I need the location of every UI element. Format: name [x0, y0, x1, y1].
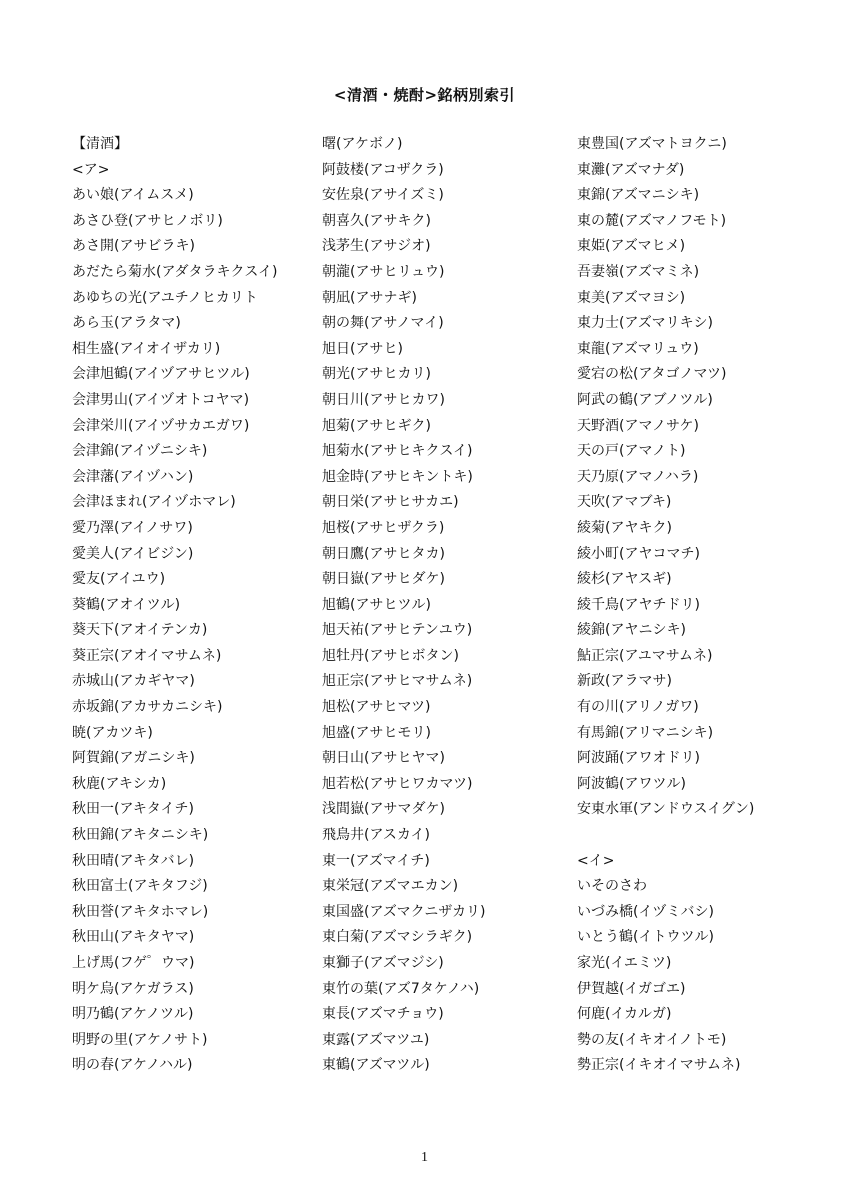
index-entry: 東豊国(アズマトヨクニ) [577, 136, 727, 152]
index-entry: 東力士(アズマリキシ) [577, 315, 713, 332]
index-entry: あさ開(アサビラキ) [72, 238, 195, 255]
index-entry: 会津旭鶴(アイヅアサヒツル) [72, 366, 250, 383]
index-entry: あだたら菊水(アダタラキクスイ) [72, 263, 278, 280]
index-entry: 有馬錦(アリマニシキ) [577, 724, 714, 741]
index-entry: 綾千鳥(アヤチドリ) [577, 596, 700, 613]
index-entry: 朝日栄(アサヒサカエ) [322, 494, 459, 511]
index-entry: 安東水軍(アンドウスイグン) [577, 801, 755, 818]
index-entry: あら玉(アラタマ) [72, 315, 181, 332]
index-entry: 秋鹿(アキシカ) [72, 775, 167, 792]
index-entry: 東美(アズマヨシ) [577, 289, 686, 306]
index-entry: 明野の里(アケノサト) [72, 1031, 208, 1048]
index-entry: 旭天祐(アサヒテンユウ) [322, 622, 473, 639]
index-entry: 朝喜久(アサキク) [322, 212, 431, 229]
index-entry: 愛美人(アイビジン) [72, 545, 194, 562]
index-entry: 旭正宗(アサヒマサムネ) [322, 673, 473, 690]
index-entry: いづみ橋(イヅミバシ) [577, 903, 714, 920]
index-entry: 旭菊水(アサヒキクスイ) [322, 443, 473, 460]
index-entry: 赤城山(アカギヤマ) [72, 673, 195, 690]
index-entry: 秋田晴(アキタバレ) [72, 852, 195, 869]
page-number: 1 [421, 1150, 428, 1165]
index-entry: 会津錦(アイヅニシキ) [72, 443, 208, 460]
index-entry: 綾菊(アヤキク) [577, 519, 672, 536]
index-entry: 愛友(アイユウ) [72, 571, 166, 588]
index-entry: 秋田誉(アキタホマレ) [72, 903, 209, 920]
index-entry: 朝の舞(アサノマイ) [322, 315, 444, 332]
index-entry: あさひ登(アサヒノボリ) [72, 212, 223, 229]
index-entry: 浅茅生(アサジオ) [322, 238, 431, 255]
index-entry: 明乃鶴(アケノツル) [72, 1006, 194, 1023]
index-entry: 赤坂錦(アカサカニシキ) [72, 699, 223, 716]
index-entry: 天野酒(アマノサケ) [577, 417, 699, 434]
index-entry: 阿武の鶴(アブノツル) [577, 391, 713, 408]
blank-line [577, 823, 754, 849]
index-entry: 東の麓(アズマノフモト) [577, 212, 727, 229]
index-entry: 綾小町(アヤコマチ) [577, 545, 700, 562]
index-entry: 暁(アカツキ) [72, 724, 153, 741]
section-heading: <ア> [72, 161, 110, 178]
index-entry: 阿賀錦(アガニシキ) [72, 750, 195, 767]
index-entry: 旭牡丹(アサヒボタン) [322, 647, 459, 664]
index-entry: 東一(アズマイチ) [322, 852, 430, 869]
index-entry: 安佐泉(アサイズミ) [322, 187, 444, 204]
index-entry: 旭金時(アサヒキントキ) [322, 468, 473, 485]
index-entry: いとう鶴(イトウツル) [577, 929, 714, 946]
index-entry: 飛鳥井(アスカイ) [322, 827, 430, 844]
index-entry: 会津栄川(アイヅサカエガワ) [72, 417, 250, 434]
index-entry: 勢の友(イキオイノトモ) [577, 1031, 727, 1048]
index-entry: 東白菊(アズマシラギク) [322, 929, 473, 946]
index-entry: 旭鶴(アサヒツル) [322, 596, 431, 613]
index-entry: あい娘(アイムスメ) [72, 187, 194, 204]
index-entry: 鮎正宗(アユマサムネ) [577, 647, 713, 664]
index-entry: 朝日嶽(アサヒダケ) [322, 571, 445, 588]
index-entry: 秋田錦(アキタニシキ) [72, 827, 209, 844]
index-entry: 秋田一(アキタイチ) [72, 801, 194, 818]
index-entry: 東灘(アズマナダ) [577, 161, 685, 178]
index-entry: 秋田富士(アキタフジ) [72, 878, 208, 895]
index-entry: 旭若松(アサヒワカマツ) [322, 775, 473, 792]
section-heading: <イ> [577, 852, 615, 869]
index-entry: 朝日川(アサヒカワ) [322, 391, 445, 408]
page-title: <清酒・焼酎>銘柄別索引 [333, 86, 516, 104]
index-column-1 [72, 132, 278, 1079]
index-entry: 新政(アラマサ) [577, 673, 672, 690]
index-entry: あゆちの光(アユチノヒカリト [72, 289, 258, 306]
index-entry: 葵正宗(アオイマサムネ) [72, 647, 222, 664]
index-entry: 東長(アズマチョウ) [322, 1006, 444, 1023]
index-entry: 旭桜(アサヒザクラ) [322, 519, 445, 536]
index-entry: 旭菊(アサヒギク) [322, 417, 431, 434]
index-entry: 上げ馬(フゲ゜ウマ) [72, 955, 195, 971]
index-entry: 秋田山(アキタヤマ) [72, 929, 195, 946]
section-heading: 【清酒】 [72, 136, 128, 152]
index-entry: 朝凪(アサナギ) [322, 289, 417, 306]
index-entry: 東竹の葉(アズ7タケノハ) [322, 980, 480, 997]
index-entry: 朝光(アサヒカリ) [322, 366, 431, 383]
index-entry: 会津ほまれ(アイヅホマレ) [72, 494, 236, 511]
index-entry: 愛宕の松(アタゴノマツ) [577, 366, 727, 383]
index-entry: 旭日(アサヒ) [322, 340, 403, 357]
index-entry: 会津男山(アイヅオトコヤマ) [72, 391, 250, 408]
index-entry: 勢正宗(イキオイマサムネ) [577, 1057, 741, 1074]
index-entry: 綾杉(アヤスギ) [577, 571, 672, 588]
index-entry: 朝日鷹(アサヒタカ) [322, 545, 445, 562]
index-entry: 東国盛(アズマクニザカリ) [322, 903, 486, 920]
index-entry: 阿波鶴(アワツル) [577, 775, 686, 792]
index-entry: 阿波踊(アワオドリ) [577, 750, 700, 767]
index-entry: 葵天下(アオイテンカ) [72, 622, 208, 639]
index-entry: 東龍(アズマリュウ) [577, 340, 699, 357]
index-entry: 何鹿(イカルガ) [577, 1006, 672, 1023]
index-entry: 東鶴(アズマツル) [322, 1057, 430, 1074]
index-entry: 家光(イエミツ) [577, 955, 672, 971]
index-column-3 [577, 132, 754, 1079]
index-entry: 伊賀越(イガゴエ) [577, 980, 686, 997]
index-entry: 東露(アズマツユ) [322, 1031, 430, 1048]
index-entry: 愛乃澤(アイノサワ) [72, 519, 193, 536]
index-entry: 天吹(アマブキ) [577, 494, 672, 511]
index-column-2 [322, 132, 486, 1079]
index-entry: 有の川(アリノガワ) [577, 699, 699, 716]
index-entry: 東錦(アズマニシキ) [577, 187, 700, 204]
index-entry: 浅間嶽(アサマダケ) [322, 801, 445, 818]
index-entry: 朝日山(アサヒヤマ) [322, 750, 445, 767]
index-entry: 東栄冠(アズマエカン) [322, 878, 459, 895]
index-entry: 東姫(アズマヒメ) [577, 238, 686, 255]
index-entry: 阿鼓楼(アコザクラ) [322, 161, 444, 178]
index-entry: 葵鶴(アオイツル) [72, 596, 181, 613]
index-entry: 曙(アケボノ) [322, 136, 403, 152]
index-entry: 天乃原(アマノハラ) [577, 468, 699, 485]
index-entry: 旭松(アサヒマツ) [322, 699, 431, 716]
index-entry: 相生盛(アイオイザカリ) [72, 340, 221, 357]
index-entry: 明の春(アケノハル) [72, 1057, 193, 1074]
index-entry: 旭盛(アサヒモリ) [322, 724, 431, 741]
index-entry: 天の戸(アマノト) [577, 443, 686, 460]
index-entry: 吾妻嶺(アズマミネ) [577, 263, 700, 280]
index-entry: 朝瀧(アサヒリュウ) [322, 263, 445, 280]
index-entry: 会津藩(アイヅハン) [72, 468, 194, 485]
index-entry: いそのさわ [577, 878, 647, 895]
index-entry: 明ケ烏(アケガラス) [72, 980, 194, 997]
index-entry: 東獅子(アズマジシ) [322, 955, 444, 971]
index-entry: 綾錦(アヤニシキ) [577, 622, 686, 639]
